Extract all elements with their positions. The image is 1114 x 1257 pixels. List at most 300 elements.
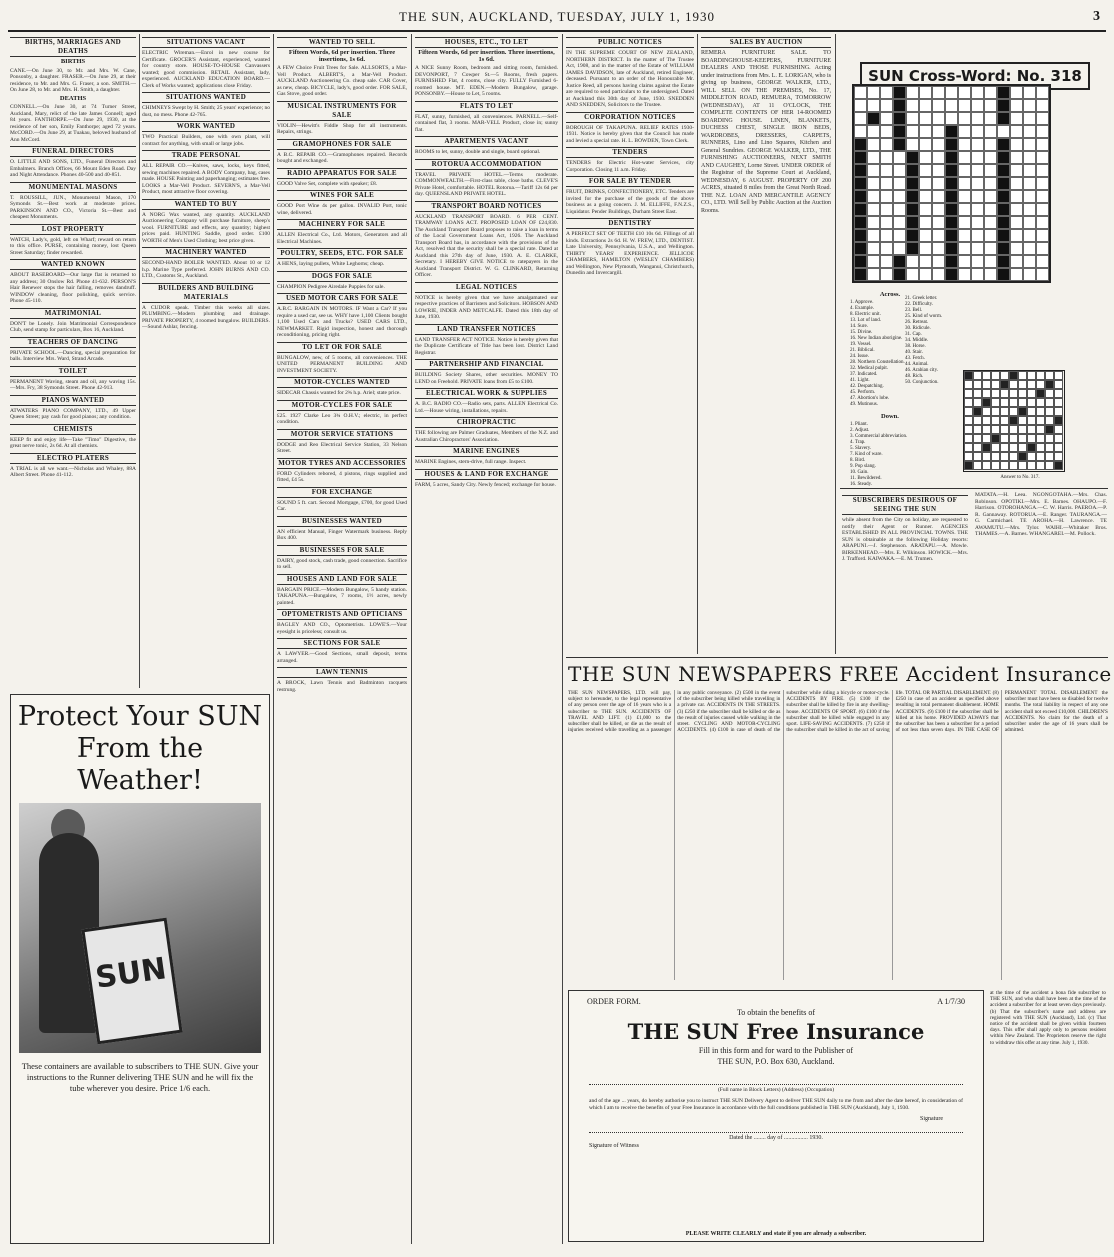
crossword-cell: [932, 268, 945, 281]
column-2: [142, 34, 270, 688]
classified-text: DODGE and Reo Electrical Service Station, 33 Nelson Street.: [277, 441, 407, 454]
crossword-cell: [880, 190, 893, 203]
crossword-cell: [919, 86, 932, 99]
answer-cell: [1045, 425, 1054, 434]
date-line: Dated the ........ day of ................ 1930.: [729, 1135, 823, 1141]
clue: 26. Retreat.: [905, 320, 929, 325]
crossword-cell: [1010, 255, 1023, 268]
crossword-cell: [893, 229, 906, 242]
section-heading: TEACHERS OF DANCING: [10, 337, 136, 348]
order-form-terms: and of the age ... years, do hereby authorise you to instruct THE SUN Delivery Agent to deliver THE SUN daily to me from and after the date hereof, in consideration of which I am to receive the benefits of your Free Insurance in accordance with the full conditions published in THE SUN (Auckland), July 1, 1930.: [589, 1098, 963, 1111]
crossword-cell: [984, 151, 997, 164]
answer-cell: [1045, 389, 1054, 398]
agents-text: MATATA.—H. Leea. NGONGOTAHA.—Mrs. Chas. Robinson. OPOTIKI.—Mrs. E. Barnes. OHAUPO.—F. Harrison. OTOROHANGA.—C. W. Harris. PAEROA.—P. R. Gannaway. ROTORUA.—E. Ranger. TAURANGA.—G. Carmichael. TE AROHA.—H. Lawrence. TE AWAMUTU.—Mrs. Tylor. WAIHI.—Whitaker Bros. THAMES.—A. Barnes. WHANGAREI.—M. Pollock.: [975, 492, 1107, 537]
crossword-cell: [984, 255, 997, 268]
crossword-cell: [867, 216, 880, 229]
crossword-cell: [997, 268, 1010, 281]
answer-cell: [1045, 371, 1054, 380]
crossword-cell: [1010, 86, 1023, 99]
crossword-cell: [880, 216, 893, 229]
crossword-cell: [971, 216, 984, 229]
name-field[interactable]: [589, 1076, 963, 1085]
answer-cell: [1000, 389, 1009, 398]
section-heading: POULTRY, SEEDS, ETC. FOR SALE: [277, 248, 407, 259]
crossword-cell: [984, 86, 997, 99]
clue: 41. Light.: [850, 378, 870, 383]
section-heading: HOUSES, ETC., TO LET: [415, 37, 558, 48]
classified-text: CANE.—On June 30, to Mr. and Mrs. W. Cane, Ponsonby, a daughter. FRASER.—On June 29, at their residence, to Mr. and Mrs. G. Fraser, a son. SMITH.—On June 28, to Mr. and Mrs. H. Smith, a daughter.: [10, 67, 136, 93]
answer-cell: [1045, 434, 1054, 443]
answer-cell: [982, 434, 991, 443]
answer-cell: [1009, 380, 1018, 389]
answer-cell: [1027, 461, 1036, 470]
classified-text: T. ROUSSILL, JUN., Monumental Mason, 170 Symonds St.—Best work at moderate prices. PARKINSON AND CO., Victoria St.—Best and cheapest Monuments.: [10, 194, 136, 220]
answer-cell: [1009, 398, 1018, 407]
section-heading: MARINE ENGINES: [415, 446, 558, 457]
section-heading: MOTOR-CYCLES FOR SALE: [277, 400, 407, 411]
crossword-cell: [893, 151, 906, 164]
crossword-cell: [984, 242, 997, 255]
classified-text: NOTICE is hereby given that we have amalgamated our respective practices of Barristers and Solicitors. HOBSON AND LOWRIE, INDER AND METCALFE. Dated this 18th day of June, 1930.: [415, 294, 558, 320]
classified-text: SIDECAR Chassis wanted for 2¾ h.p. Ariel; state price.: [277, 390, 401, 396]
clue: 8. Bird.: [850, 458, 866, 463]
crossword-cell: [997, 190, 1010, 203]
crossword-cell: [932, 151, 945, 164]
crossword-clues-across-2: [905, 296, 965, 386]
classified-text: SECOND-HAND BOILER WANTED. About 10 or 12 h.p. Marine Type preferred. JOHN BURNS AND CO. LTD., Customs St., Auckland.: [142, 260, 270, 279]
section-heading: DOGS FOR SALE: [277, 271, 407, 282]
answer-cell: [1054, 425, 1063, 434]
answer-cell: [1054, 452, 1063, 461]
crossword-cell: [906, 203, 919, 216]
clue: 21. Biblical.: [850, 348, 875, 353]
section-heading: WANTED TO BUY: [142, 199, 270, 210]
signature-field[interactable]: [589, 1124, 963, 1133]
answer-cell: [973, 461, 982, 470]
answer-cell: [1018, 461, 1027, 470]
protect-sun-ad: [10, 694, 270, 1244]
agents-list: [975, 492, 1107, 652]
answer-cell: [1027, 425, 1036, 434]
column-3: [277, 34, 407, 1244]
crossword-cell: [1023, 177, 1036, 190]
section-heading: MOTOR-CYCLES WANTED: [277, 377, 407, 388]
answer-cell: [1036, 452, 1045, 461]
classified-text: LAND TRANSFER ACT NOTICE. Notice is hereby given that the Duplicate Certificate of Title has been lost. District Land Registrar.: [415, 336, 558, 356]
crossword-cell: [984, 99, 997, 112]
answer-cell: [973, 407, 982, 416]
classified-text: PRIVATE SCHOOL.—Dancing, special preparation for balls. Interview Mrs. Ward, Strand Arcade.: [10, 349, 136, 362]
crossword-cell: [1036, 99, 1049, 112]
crossword-cell: [867, 268, 880, 281]
classified-text: A NORG Wax wanted, any quantity. AUCKLAND Auctioneering Company will purchase furniture, sheep's wool. FURNITURE and effects, any quantity; highest prices paid. HUNTING Saddle, good order. £100 WORTH of Men's Used Clothing; best price given.: [142, 211, 270, 244]
crossword-cell: [1023, 268, 1036, 281]
answer-cell: [1000, 443, 1009, 452]
clue: 15. Divine.: [850, 330, 873, 335]
section-heading: WANTED KNOWN: [10, 259, 136, 270]
crossword-cell: [958, 125, 971, 138]
crossword-cell: [880, 203, 893, 216]
crossword-cell: [971, 125, 984, 138]
crossword-cell: [867, 99, 880, 112]
section-heading: CORPORATION NOTICES: [566, 112, 694, 123]
crossword-grid: [852, 84, 1051, 283]
crossword-cell: [880, 138, 893, 151]
answer-cell: [1036, 425, 1045, 434]
crossword-cell: [945, 112, 958, 125]
crossword-cell: [945, 177, 958, 190]
section-heading: MUSICAL INSTRUMENTS FOR SALE: [277, 101, 407, 121]
answer-cell: [982, 452, 991, 461]
crossword-cell: [867, 255, 880, 268]
crossword-cell: [1023, 242, 1036, 255]
protect-headline-line2: From the Weather!: [76, 733, 204, 796]
section-heading: CHIROPRACTIC: [415, 417, 558, 428]
clue: 16. New Indian aborigine.: [850, 336, 903, 341]
section-heading: LOST PROPERTY: [10, 224, 136, 235]
crossword-cell: [867, 164, 880, 177]
section-heading: LEGAL NOTICES: [415, 282, 558, 293]
crossword-cell: [984, 164, 997, 177]
answer-cell: [991, 371, 1000, 380]
classified-text: CHAMPION Pedigree Airedale Puppies for sale.: [277, 283, 385, 290]
crossword-cell: [958, 229, 971, 242]
page-number: 3: [1093, 9, 1100, 24]
answer-cell: [1009, 371, 1018, 380]
subscribers-text: while absent from the City on holiday, are requested to notify their Agent or Runner. AGENCIES ESTABLISHED IN ALL PROVINCIAL TOWNS. THE SUN is obtainable at the following Holiday resorts: ARAPUNI.—J. Stephenson. ARATAPU.—A. Mowle. BIRKENHEAD.—Mrs. E. Wilkinson. HOWICK.—Mrs. J. Trafford. KAIWAKA.—E. M. Trumen.: [842, 517, 968, 562]
protect-headline-line1: Protect Your SUN: [17, 701, 263, 732]
crossword-cell: [958, 190, 971, 203]
section-heading: BUSINESSES FOR SALE: [277, 545, 407, 556]
answer-cell: [973, 380, 982, 389]
clue: 13. Lot of land.: [850, 318, 881, 323]
answer-cell: [1018, 452, 1027, 461]
answer-cell: [1000, 461, 1009, 470]
crossword-cell: [945, 86, 958, 99]
crossword-cell: [1036, 242, 1049, 255]
crossword-cell: [1023, 216, 1036, 229]
crossword-cell: [1023, 255, 1036, 268]
crossword-cell: [1023, 190, 1036, 203]
clue: 4. Example.: [850, 306, 875, 311]
crossword-cell: [945, 216, 958, 229]
crossword-cell: [1023, 112, 1036, 125]
section-heading: TO LET OR FOR SALE: [277, 342, 407, 353]
crossword-cell: [854, 242, 867, 255]
section-heading: BUILDERS AND BUILDING MATERIALS: [142, 283, 270, 303]
answer-cell: [1045, 407, 1054, 416]
crossword-cell: [984, 216, 997, 229]
answer-cell: [991, 434, 1000, 443]
section-heading: HOUSES AND LAND FOR SALE: [277, 574, 407, 585]
crossword-cell: [906, 164, 919, 177]
crossword-cell: [1010, 203, 1023, 216]
clue: 7. Kind of ware.: [850, 452, 883, 457]
witness-label: Signature of Witness: [589, 1143, 639, 1149]
crossword-cell: [854, 177, 867, 190]
crossword-cell: [971, 86, 984, 99]
crossword-cell: [893, 164, 906, 177]
crossword-cell: [958, 242, 971, 255]
answer-cell: [964, 371, 973, 380]
crossword-cell: [854, 86, 867, 99]
answer-cell: [1018, 389, 1027, 398]
crossword-cell: [1036, 86, 1049, 99]
crossword-cell: [919, 164, 932, 177]
order-form-footer: PLEASE WRITE CLEARLY and state if you are already a subscriber.: [685, 1231, 867, 1237]
classified-text: FORD Cylinders rebored, 4 pistons, rings supplied and fitted, £4 5s.: [277, 470, 407, 483]
crossword-cell: [971, 112, 984, 125]
column-rule: [273, 34, 274, 1244]
crossword-cell: [893, 216, 906, 229]
crossword-cell: [971, 255, 984, 268]
classified-text: CONNELL.—On June 30, at 74 Turner Street, Auckland, Mary, relict of the late James Connell; aged 84 years. FANTHORPE.—On June 29, 1930, at the residence of her son, Emily Fanthorpe; aged 72 years. McCORD.—On June 29, at Tuakau, beloved husband of Ann McCord.: [10, 104, 136, 143]
crossword-cell: [971, 99, 984, 112]
clue: 1. Pliant.: [850, 422, 868, 427]
subscribers-heading: SUBSCRIBERS DESIROUS OF SEEING THE SUN: [842, 495, 968, 515]
column-rule: [139, 34, 140, 688]
crossword-cell: [945, 229, 958, 242]
crossword-cell: [1010, 151, 1023, 164]
classified-text: ELECTRIC Wireman.—Enrol in new course for Certificate. GROCER'S Assistant, experienced, wanted for country store. HOUSE-TO-HOUSE Canvassers wanted; good commission. RETAIL Assistant, lady, experienced. AUCKLAND EDUCATION BOARD.—Clerk of Works wanted; applications close Friday.: [142, 50, 270, 89]
classified-text: CHIMNEYS Swept by H. Smith; 25 years' experience; no dust, no mess. Phone 42-765.: [142, 105, 270, 118]
crossword-cell: [997, 255, 1010, 268]
answer-cell: [1009, 461, 1018, 470]
crossword-cell: [958, 112, 971, 125]
answer-cell: [1000, 416, 1009, 425]
clue: 46. Arabian city.: [905, 368, 939, 373]
answer-cell: [1027, 407, 1036, 416]
classified-text: FRUIT, DRINKS, CONFECTIONERY, ETC. Tenders are invited for the purchase of the goods of the above business as a going concern. J. M. ELLIFFE, F.N.Z.S., Liquidator. Pender Buildings, Durham Street East.: [566, 189, 694, 215]
crossword-cell: [919, 229, 932, 242]
order-form-address: THE SUN, P.O. Box 630, Auckland.: [717, 1057, 835, 1066]
crossword-cell: [880, 86, 893, 99]
crossword-cell: [906, 242, 919, 255]
crossword-cell: [945, 99, 958, 112]
answer-cell: [991, 380, 1000, 389]
answer-cell: [991, 425, 1000, 434]
answer-cell: [1054, 416, 1063, 425]
section-heading: PIANOS WANTED: [10, 395, 136, 406]
crossword-cell: [906, 268, 919, 281]
section-heading: FOR EXCHANGE: [277, 487, 407, 498]
answer-cell: [991, 407, 1000, 416]
answer-cell: [991, 443, 1000, 452]
clue: 8. Electric unit.: [850, 312, 881, 317]
clue: 22. Difficulty.: [905, 302, 934, 307]
answer-cell: [1000, 452, 1009, 461]
crossword-cell: [958, 203, 971, 216]
column-6: [701, 34, 831, 654]
answer-cell: [964, 443, 973, 452]
crossword-cell: [867, 203, 880, 216]
crossword-cell: [958, 99, 971, 112]
section-heading: ROTORUA ACCOMMODATION: [415, 159, 558, 170]
crossword-cell: [932, 229, 945, 242]
across-heading: Across.: [879, 291, 901, 298]
crossword-cell: [854, 99, 867, 112]
crossword-cell: [945, 125, 958, 138]
section-heading: LAWN TENNIS: [277, 667, 407, 678]
clue: 49. Mutinous.: [850, 402, 878, 407]
classified-text: £25. 1927 Clarke Leo 3¾ O.H.V.; electric, in perfect condition.: [277, 412, 407, 425]
answer-cell: [1036, 443, 1045, 452]
clue: 19. Vessel.: [850, 342, 872, 347]
crossword-cell: [880, 255, 893, 268]
crossword-cell: [854, 203, 867, 216]
clue: 47. Abortion's lobe.: [850, 396, 890, 401]
crossword-cell: [919, 125, 932, 138]
answer-cell: [982, 371, 991, 380]
classified-text: A B.C. REPAIR CO.—Gramophones repaired. Records bought and exchanged.: [277, 151, 407, 164]
crossword-cell: [867, 125, 880, 138]
crossword-cell: [906, 112, 919, 125]
crossword-cell: [958, 268, 971, 281]
crossword-cell: [932, 138, 945, 151]
crossword-cell: [1036, 255, 1049, 268]
crossword-cell: [997, 125, 1010, 138]
section-heading: TRADE PERSONAL: [142, 150, 270, 161]
clue: 1. Approve.: [850, 300, 874, 305]
clue: 2. Adjust.: [850, 428, 870, 433]
section-subheading: Fifteen Words, 6d per insertion. Three insertions, 1s 6d.: [418, 49, 555, 63]
order-form-code: A 1/7/30: [937, 997, 965, 1006]
crossword-cell: [945, 190, 958, 203]
crossword-cell: [919, 242, 932, 255]
crossword-cell: [893, 203, 906, 216]
answer-cell: [973, 425, 982, 434]
crossword-cell: [997, 177, 1010, 190]
clue: 48. Rich.: [905, 374, 924, 379]
classified-text: AUCKLAND TRANSPORT BOARD. 6 PER CENT. TRAMWAY LOANS ACT. PROPOSED LOAN OF £24,830. The Auckland Transport Board proposes to raise a loan in terms of the Local Government Loans Act, 1926. The Auckland Transport Board has, in accordance with the provisions of the Act, resolved that the security shall be a special rate. Dated at Auckland this 27th day of June, 1930. A. E. CLARKE, Secretary. I HEREBY GIVE NOTICE to ratepayers in the Auckland Transport District. W. G. CLINKARD, Returning Officer.: [415, 213, 558, 278]
classified-text: FLAT, sunny, furnished, all conveniences. PARNELL.—Self-contained flat, 3 rooms. MAR-VELL Product, close in; sunny flat.: [415, 113, 558, 133]
answer-cell: [1045, 443, 1054, 452]
answer-cell: [1036, 416, 1045, 425]
section-heading: FLATS TO LET: [415, 101, 558, 112]
section-heading: ELECTRICAL WORK & SUPPLIES: [415, 388, 558, 399]
section-heading: DENTISTRY: [566, 218, 694, 229]
classified-text: GOOD Valve Set, complete with speaker; £8.: [277, 180, 378, 187]
section-heading: SITUATIONS VACANT: [142, 37, 270, 48]
answer-cell: [964, 398, 973, 407]
crossword-cell: [997, 112, 1010, 125]
answer-cell: [1054, 461, 1063, 470]
crossword-cell: [906, 86, 919, 99]
section-heading: TOILET: [10, 366, 136, 377]
section-heading: USED MOTOR CARS FOR SALE: [277, 293, 407, 304]
clue: 30. Ridicule.: [905, 326, 931, 331]
crossword-cell: [867, 242, 880, 255]
crossword-cell: [971, 151, 984, 164]
crossword-cell: [919, 177, 932, 190]
column-rule: [835, 34, 836, 654]
crossword-cell: [906, 229, 919, 242]
clue: 10. Gain.: [850, 470, 869, 475]
crossword-cell: [854, 164, 867, 177]
crossword-cell: [971, 177, 984, 190]
clue: 45. Perform.: [850, 390, 876, 395]
classified-text: ALL REPAIR CO.—Knives, saws, locks, keys fitted, sewing machines repaired. A BODY Company, bag, cases made. HOUSE Painting and paperhanging; estimates free. LOOKS a Mar-Vell Product. SEVERN'S, a Mar-Vell Product, most attractive floor covering.: [142, 163, 270, 195]
crossword-cell: [932, 125, 945, 138]
clue: 43. Fetch.: [905, 356, 925, 361]
order-form-intro: To obtain the benefits of: [736, 1008, 816, 1017]
answer-cell: [991, 452, 1000, 461]
crossword-cell: [958, 216, 971, 229]
section-heading: RADIO APPARATUS FOR SALE: [277, 168, 407, 179]
answer-cell: [964, 434, 973, 443]
crossword-cell: [919, 112, 932, 125]
answer-cell: [1018, 443, 1027, 452]
answer-cell: [1009, 416, 1018, 425]
section-heading: ELECTRO PLATERS: [10, 453, 136, 464]
answer-cell: [982, 443, 991, 452]
crossword-cell: [867, 86, 880, 99]
crossword-cell: [1023, 125, 1036, 138]
answer-cell: [964, 452, 973, 461]
crossword-cell: [854, 112, 867, 125]
answer-cell: [973, 371, 982, 380]
answer-cell: [1054, 434, 1063, 443]
answer-cell: [982, 389, 991, 398]
crossword-cell: [1010, 125, 1023, 138]
answer-cell: [1054, 380, 1063, 389]
crossword-cell: [932, 177, 945, 190]
classified-text: A.B.C. BARGAIN IN MOTORS. IF Want a Car? If you require a used car, see us. WHY have 1,100 Clients bought 1,100 Used Cars and Trucks? USED CARS LTD., NEWMARKET. Rigid inspection, honest and thorough reconditioning, pricing right.: [277, 306, 407, 338]
section-heading: WORK WANTED: [142, 121, 270, 132]
column-4: [415, 34, 558, 1244]
classified-text: MARINE Engines, stern-drive, full range. Inspect.: [415, 459, 527, 465]
crossword-cell: [919, 255, 932, 268]
answer-cell: [982, 407, 991, 416]
classified-text: BOROUGH OF TAKAPUNA. RELIEF RATES 1930-1931. Notice is hereby given that the Council has made and levied a special rate. H. L. BOWDEN, Town Clerk.: [566, 124, 694, 144]
delivery-photo: [19, 803, 261, 1053]
crossword-cell: [880, 125, 893, 138]
column-1: [10, 34, 136, 688]
answer-cell: [1000, 398, 1009, 407]
column-rule: [411, 34, 412, 1244]
section-heading: OPTOMETRISTS AND OPTICIANS: [277, 609, 407, 620]
answer-cell: [1045, 398, 1054, 407]
answer-cell: [964, 425, 973, 434]
section-heading: FUNERAL DIRECTORS: [10, 146, 136, 157]
crossword-cell: [997, 86, 1010, 99]
crossword-cell: [893, 99, 906, 112]
crossword-cell: [893, 255, 906, 268]
crossword-cell: [997, 203, 1010, 216]
section-heading: SECTIONS FOR SALE: [277, 638, 407, 649]
crossword-cell: [971, 229, 984, 242]
answer-cell: [1045, 416, 1054, 425]
clue: 38. Horse.: [905, 344, 926, 349]
clue: 9. Pop slang.: [850, 464, 876, 469]
crossword-cell: [945, 242, 958, 255]
crossword-cell: [1010, 164, 1023, 177]
crossword-cell: [945, 255, 958, 268]
classified-text: ROOMS to let, sunny, double and single, board optional.: [415, 149, 541, 155]
clue: 44. Animal.: [905, 362, 929, 367]
crossword-cell: [880, 151, 893, 164]
answer-cell: [1036, 371, 1045, 380]
classified-text: THE following are Palmer Graduates, Members of the N.Z. and Australian Chiropractors' Association.: [415, 430, 558, 443]
clue: 11. Bewildered.: [850, 476, 882, 481]
crossword-cell: [984, 229, 997, 242]
answer-cell: [1036, 398, 1045, 407]
crossword-cell: [1010, 268, 1023, 281]
signature-label: Signature: [920, 1116, 943, 1122]
answer-cell: [1009, 434, 1018, 443]
section-heading: MOTOR SERVICE STATIONS: [277, 429, 407, 440]
answer-cell: [1054, 371, 1063, 380]
